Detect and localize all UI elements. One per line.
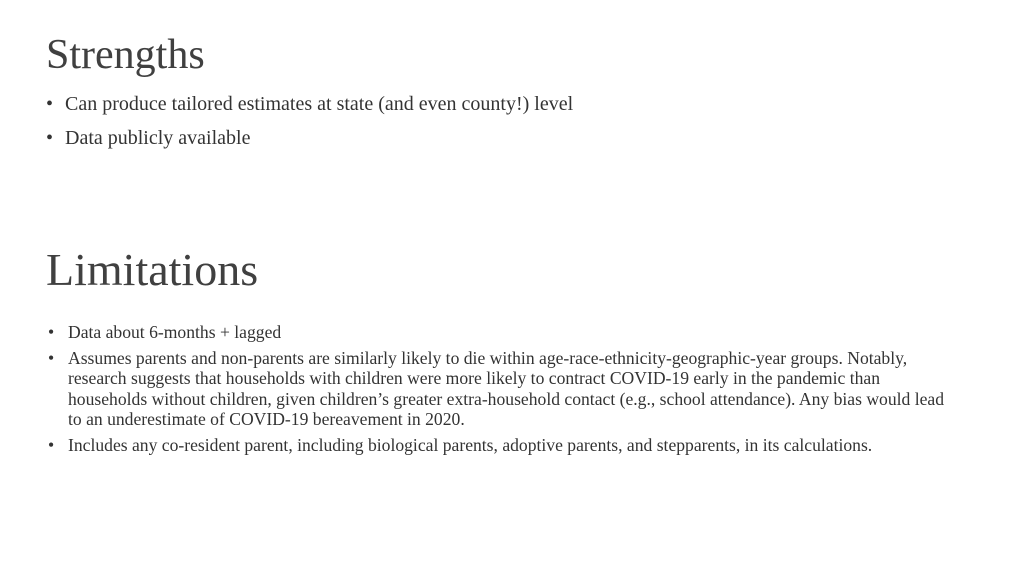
limitations-list: [48, 322, 948, 461]
limitation-item: • Includes any co-resident parent, including biological parents, adoptive parents, and stepparents, in its calculations.: [48, 435, 948, 456]
strengths-list: [46, 92, 946, 160]
strength-item: • Can produce tailored estimates at state (and even county!) level: [46, 92, 946, 116]
limitation-item: • Data about 6-months + lagged: [48, 322, 948, 343]
strengths-heading: Strengths: [46, 32, 205, 78]
strength-item: • Data publicly available: [46, 126, 946, 150]
limitation-item: • Assumes parents and non-parents are similarly likely to die within age-race-ethnicity-geographic-year groups. Notably, research suggests that households with children were more likely to contract COVID-19 early in the pandemic than households without children, given children’s greater extra-household contact (e.g., school attendance). Any bias would lead to an underestimate of COVID-19 bereavement in 2020.: [48, 348, 948, 430]
limitations-heading: Limitations: [46, 244, 259, 295]
